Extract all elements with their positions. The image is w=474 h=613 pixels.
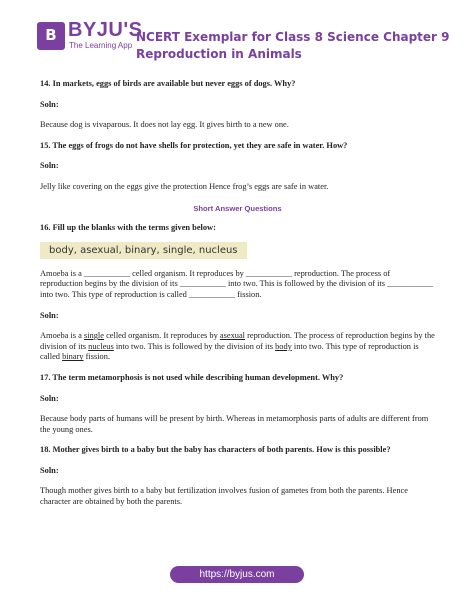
- logo-name: BYJU'S: [68, 19, 143, 41]
- page-title: NCERT Exemplar for Class 8 Science Chapter 9 Reproduction in Animals: [136, 30, 450, 61]
- soln-label: Soln:: [40, 310, 59, 320]
- answer-18: Though mother gives birth to a baby but fertilization involves fusion of gametes from both the parents. Hence character are obtained by both the parents.: [40, 486, 408, 507]
- soln-label: Soln:: [40, 161, 59, 171]
- logo-mark: B: [37, 22, 65, 50]
- soln-label: Soln:: [40, 393, 59, 403]
- answer-word: asexual: [219, 331, 246, 341]
- question-16: 16. Fill up the blanks with the terms given below:: [40, 223, 216, 233]
- answer-word: binary: [62, 352, 84, 362]
- question-14: 14. In markets, eggs of birds are available but never eggs of dogs. Why?: [40, 79, 296, 88]
- answer-word: nucleus: [88, 341, 114, 351]
- blank-terms-row: [40, 242, 435, 259]
- footer-url-link[interactable]: https://byjus.com: [170, 566, 304, 583]
- byjus-logo: [37, 19, 143, 52]
- blank-terms-box: body, asexual, binary, single, nucleus: [40, 242, 247, 259]
- question-16-text: Amoeba is a ___________ celled organism. It reproduces by ___________ reproduction. The process of reproduction begins by the division of its ___________ into two. This is followed by the division of its ___________ into two. This type of reproduction is called ___________ fission.: [40, 268, 434, 299]
- answer-15: Jelly like covering on the eggs give the protection Hence frog’s eggs are safe in water.: [40, 181, 329, 191]
- question-15: 15. The eggs of frogs do not have shells for protection, yet they are safe in water. How?: [40, 140, 348, 150]
- soln-label: Soln:: [40, 465, 59, 475]
- answer-word: body: [275, 341, 292, 351]
- section-heading: Short Answer Questions: [193, 203, 282, 213]
- answer-17: Because body parts of humans will be present by birth. Whereas in metamorphosis parts of adults are different from the young ones.: [40, 414, 429, 434]
- logo-tagline: The Learning App: [69, 41, 133, 50]
- answer-word: single: [83, 331, 104, 341]
- soln-label: Soln:: [40, 99, 59, 109]
- content-body: [40, 79, 435, 508]
- answer-16: Amoeba is a single celled organism. It reproduces by asexual reproduction. The process of reproduction begins by the division of its nucleus into two. This is followed by the division of its body into two. This type of reproduction is called binary fission.: [40, 331, 435, 362]
- question-18: 18. Mother gives birth to a baby but the baby has characters of both parents. How is this possible?: [40, 445, 391, 455]
- question-17: 17. The term metamorphosis is not used while describing human development. Why?: [40, 372, 344, 382]
- answer-14: Because dog is vivaparous. It does not lay egg. It gives birth to a new one.: [40, 120, 289, 130]
